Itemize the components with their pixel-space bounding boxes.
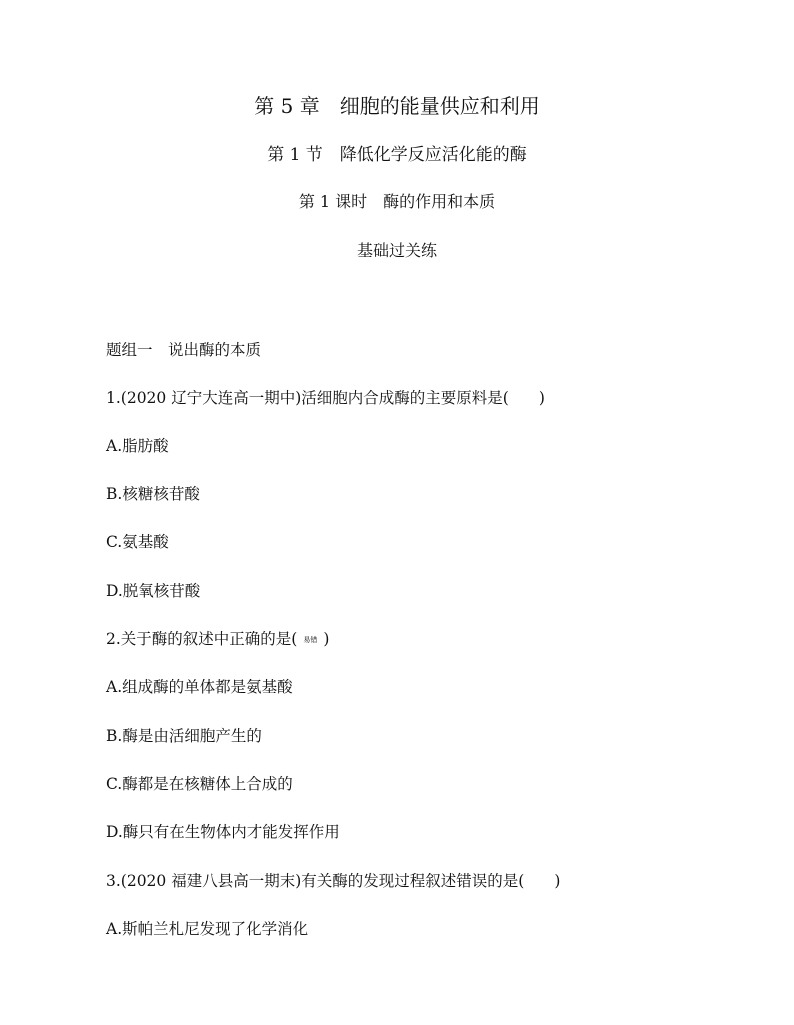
chapter-title: 第 5 章 细胞的能量供应和利用 [254,94,540,118]
group-title: 题组一 说出酶的本质 [106,341,262,359]
question-2-option-b: B.酶是由活细胞产生的 [106,727,262,745]
question-1-option-b: B.核糖核苷酸 [106,485,200,503]
question-3-option-a: A.斯帕兰札尼发现了化学消化 [106,920,309,938]
question-3-stem [106,869,560,891]
question-1-option-a: A.脂肪酸 [106,437,169,455]
question-1-option-c: C.氨基酸 [106,533,169,551]
question-2-option-c: C.酶都是在核糖体上合成的 [106,775,293,793]
question-1-option-d: D.脱氧核苷酸 [106,582,201,600]
exercise-subtitle: 基础过关练 [356,241,437,260]
question-1-close: ) [538,389,545,407]
question-3-close: ) [554,872,561,890]
section-title: 第 1 节 降低化学反应活化能的酶 [267,145,527,165]
error-prone-mark: 易错 [303,636,318,644]
question-2-stem [106,627,329,649]
question-2-option-d: D.酶只有在生物体内才能发挥作用 [106,823,340,841]
lesson-title: 第 1 课时 酶的作用和本质 [298,192,496,211]
question-3-text: 3.(2020 福建八县高一期末)有关酶的发现过程叙述错误的是( [106,872,525,890]
question-1-text: 1.(2020 辽宁大连高一期中)活细胞内合成酶的主要原料是( [106,389,509,407]
question-1-stem [106,386,545,408]
question-2-close: ) [323,630,330,648]
question-2-option-a: A.组成酶的单体都是氨基酸 [106,678,293,696]
question-2-text: 2.关于酶的叙述中正确的是( [106,630,298,648]
